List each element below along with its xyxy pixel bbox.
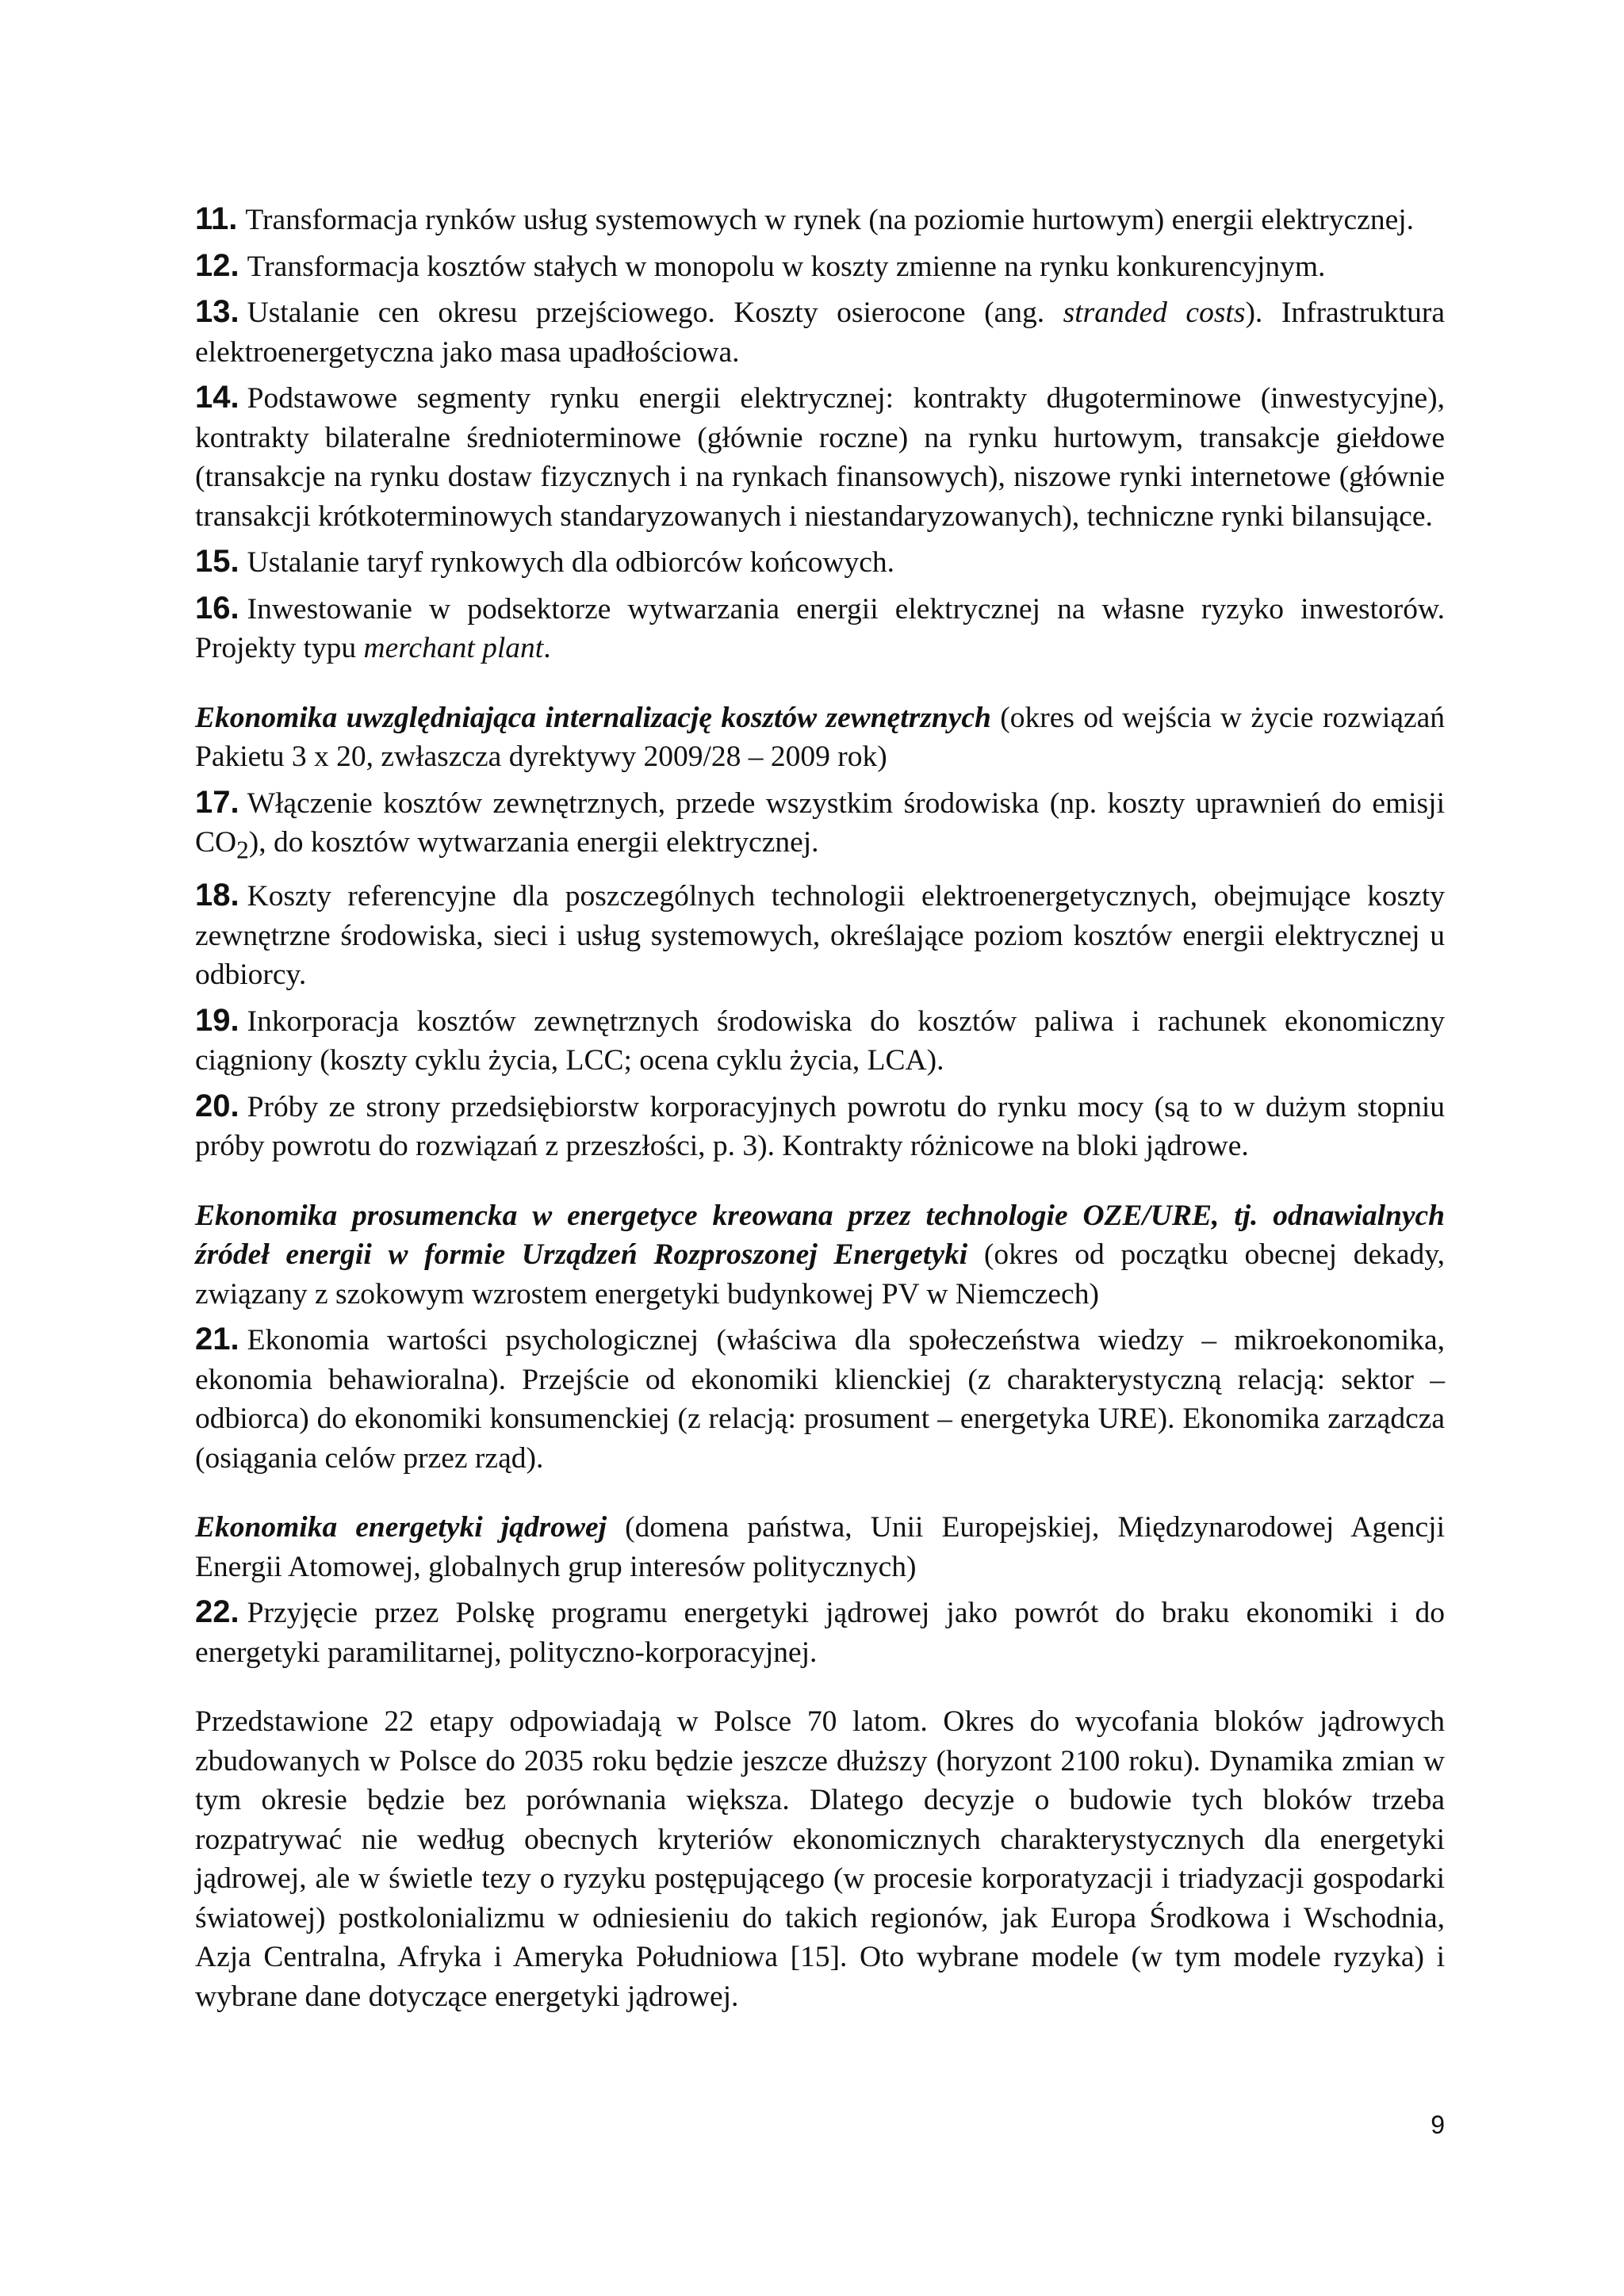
section-description: (okres od wejścia w życie rozwiązań Pakietu 3 x 20, zwłaszcza dyrektywy 2009/28 – 2009 rok) <box>195 701 1446 773</box>
item-number: 13. <box>195 294 239 329</box>
item-number: 19. <box>195 1002 239 1038</box>
item-text: Inwestowanie w podsektorze wytwarzania energii elektrycznej na własne ryzyko inwestorów. Projekty typu <box>195 592 1445 664</box>
list-item-20 <box>195 1087 1445 1166</box>
list-item-14 <box>195 378 1445 536</box>
section-title: Ekonomika uwzględniająca internalizację kosztów zewnętrznych <box>195 701 991 734</box>
section-description: (domena państwa, Unii Europejskiej, Międzynarodowej Agencji Energii Atomowej, globalnych grup interesów politycznych) <box>195 1511 1445 1583</box>
item-number: 16. <box>195 590 239 626</box>
item-number: 22. <box>195 1594 239 1629</box>
document-body <box>195 200 1445 2016</box>
item-text: Transformacja rynków usług systemowych w rynek (na poziomie hurtowym) energii elektrycznej. <box>245 204 1415 236</box>
item-text: Przyjęcie przez Polskę programu energetyki jądrowej jako powrót do braku ekonomiki i do energetyki paramilitarnej, polityczno-korporacyjnej. <box>195 1597 1445 1669</box>
list-item-13 <box>195 293 1445 372</box>
item-text: ). Infrastruktura elektroenergetyczna jako masa upadłościowa. <box>195 297 1445 369</box>
item-italic-term: stranded costs <box>1063 297 1246 329</box>
item-number: 18. <box>195 878 239 913</box>
item-number: 12. <box>195 247 239 283</box>
section-heading-prosumer <box>195 1196 1445 1314</box>
item-number: 15. <box>195 544 239 579</box>
list-item-19 <box>195 1001 1445 1081</box>
list-item-16 <box>195 589 1445 668</box>
section-heading-nuclear <box>195 1508 1445 1586</box>
section-title: Ekonomika prosumencka w energetyce kreowana przez technologie OZE/URE, tj. odnawialnych źródeł energii w formie Urządzeń Rozproszonej Energetyki <box>195 1199 1445 1271</box>
item-text: Ekonomia wartości psychologicznej (właściwa dla społeczeństwa wiedzy – mikroekonomika, ekonomia behawioralna). Przejście od ekonomiki klienckiej (z charakterystyczną relacją: sektor – odbiorca) do ekonomiki konsumenckiej (z relacją: prosument – energetyka URE). Ekonomika zarządcza (osiągania celów przez rząd). <box>195 1324 1445 1475</box>
list-item-17 <box>195 783 1445 871</box>
item-text: Włączenie kosztów zewnętrznych, przede wszystkim środowiska (np. koszty uprawnień do emisji CO <box>195 786 1445 859</box>
item-text: Transformacja kosztów stałych w monopolu w koszty zmienne na rynku konkurencyjnym. <box>247 250 1326 283</box>
item-number: 20. <box>195 1088 239 1123</box>
item-text: ), do kosztów wytwarzania energii elektrycznej. <box>248 826 819 859</box>
list-item-11 <box>195 200 1445 240</box>
item-text: Ustalanie cen okresu przejściowego. Koszty osierocone (ang. <box>247 297 1063 329</box>
subscript: 2 <box>236 836 249 864</box>
item-number: 14. <box>195 380 239 415</box>
list-item-21 <box>195 1320 1445 1478</box>
item-text: Podstawowe segmenty rynku energii elektrycznej: kontrakty długoterminowe (inwestycyjne), kontrakty bilateralne średnioterminowe (głównie roczne) na rynku hurtowym, transakcje giełdowe (transakcje na rynku dostaw fizycznych i na rynkach finansowych), niszowe rynki internetowe (głównie transakcji krótkoterminowych standaryzowanych i niestandaryzowanych), techniczne rynki bilansujące. <box>195 382 1445 533</box>
list-item-15 <box>195 542 1445 583</box>
item-italic-term: merchant plant <box>363 632 544 664</box>
item-text: . <box>543 632 551 664</box>
item-text: Próby ze strony przedsiębiorstw korporacyjnych powrotu do rynku mocy (są to w dużym stopniu próby powrotu do rozwiązań z przeszłości, p. 3). Kontrakty różnicowe na bloki jądrowe. <box>195 1090 1445 1162</box>
item-text: Ustalanie taryf rynkowych dla odbiorców końcowych. <box>247 546 895 579</box>
section-description: (okres od początku obecnej dekady, związany z szokowym wzrostem energetyki budynkowej PV w Niemczech) <box>195 1238 1445 1311</box>
item-number: 17. <box>195 784 239 820</box>
list-item-22 <box>195 1593 1445 1672</box>
section-title: Ekonomika energetyki jądrowej <box>195 1511 607 1544</box>
item-number: 11. <box>195 201 238 236</box>
list-item-18 <box>195 876 1445 995</box>
page-number: 9 <box>1431 2110 1445 2139</box>
closing-paragraph: Przedstawione 22 etapy odpowiadają w Polsce 70 latom. Okres do wycofania bloków jądrowych zbudowanych w Polsce do 2035 roku będzie jeszcze dłuższy (horyzont 2100 roku). Dynamika zmian w tym okresie będzie bez porównania większa. Dlatego decyzje o budowie tych bloków trzeba rozpatrywać nie według obecnych kryteriów ekonomicznych charakterystycznych dla energetyki jądrowej, ale w świetle tezy o ryzyku postępującego (w procesie korporatyzacji i triadyzacji gospodarki światowej) postkolonializmu w odniesieniu do takich regionów, jak Europa Środkowa i Wschodnia, Azja Centralna, Afryka i Ameryka Południowa [15]. Oto wybrane modele (w tym modele ryzyka) i wybrane dane dotyczące energetyki jądrowej. <box>195 1705 1445 2013</box>
item-text: Koszty referencyjne dla poszczególnych technologii elektroenergetycznych, obejmujące koszty zewnętrzne środowiska, sieci i usług systemowych, określające poziom kosztów energii elektrycznej u odbiorcy. <box>195 880 1445 991</box>
item-number: 21. <box>195 1322 239 1357</box>
item-text: Inkorporacja kosztów zewnętrznych środowiska do kosztów paliwa i rachunek ekonomiczny ciągniony (koszty cyklu życia, LCC; ocena cyklu życia, LCA). <box>195 1004 1445 1077</box>
list-item-12 <box>195 247 1445 287</box>
section-heading-internalization <box>195 698 1445 777</box>
